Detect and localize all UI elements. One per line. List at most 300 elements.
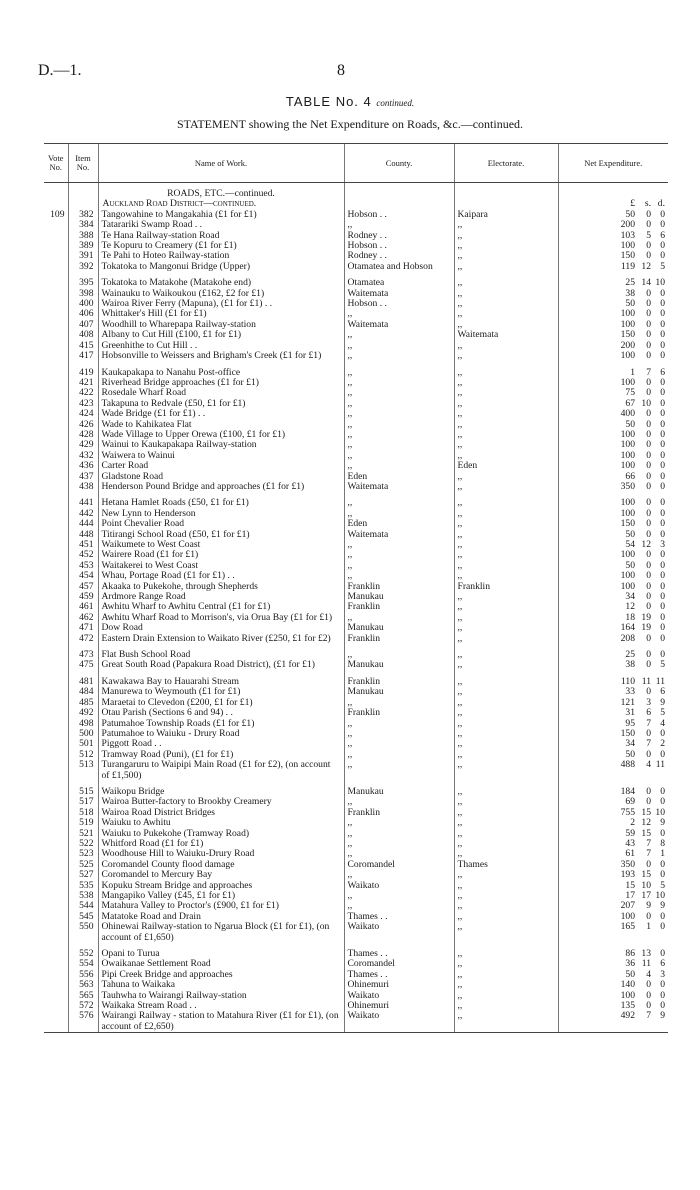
- amount-shillings: 17: [641, 891, 651, 901]
- net-expenditure: [562, 472, 666, 482]
- vote-number: [44, 351, 68, 361]
- table-row: [44, 677, 668, 687]
- vote-number: [44, 729, 68, 739]
- amount-pence: 9: [660, 901, 665, 912]
- amount-pence: 0: [660, 560, 665, 571]
- work-name: Tauhwha to Wairangi Railway-station: [98, 991, 344, 1001]
- amount-pence: 11: [655, 676, 665, 687]
- amount-pounds: 38: [625, 288, 635, 299]
- item-number: 518: [68, 808, 98, 818]
- vote-number: [44, 399, 68, 409]
- amount-shillings: 9: [646, 901, 651, 912]
- county: Ohinemuri: [344, 980, 454, 990]
- amount-pence: 0: [660, 498, 665, 509]
- county: Thames . .: [344, 970, 454, 980]
- net-expenditure: [562, 451, 666, 461]
- amount-shillings: 0: [646, 980, 651, 991]
- amount-shillings: 0: [646, 377, 651, 388]
- table-row: [44, 719, 668, 729]
- amount-shillings: 7: [646, 718, 651, 729]
- vote-number: [44, 388, 68, 398]
- net-expenditure: [562, 278, 666, 288]
- net-expenditure: [562, 388, 666, 398]
- work-name: Coromandel to Mercury Bay: [98, 870, 344, 880]
- net-expenditure: [562, 1011, 666, 1021]
- vote-number: [44, 540, 68, 550]
- electorate: ,,: [454, 980, 558, 990]
- net-expenditure: [562, 341, 666, 351]
- amount-pounds: 17: [625, 891, 635, 901]
- col-electorate: Electorate.: [454, 144, 558, 183]
- amount-pence: 0: [660, 340, 665, 351]
- work-name: Piggott Road . .: [98, 739, 344, 749]
- work-name: Waitakerei to West Coast: [98, 561, 344, 571]
- amount-pence: 0: [660, 828, 665, 839]
- amount-pounds: 50: [625, 560, 635, 571]
- amount-shillings: 4: [646, 969, 651, 980]
- item-number: 459: [68, 592, 98, 602]
- net-expenditure: [562, 818, 666, 828]
- electorate: ,,: [454, 409, 558, 419]
- county: Franklin: [344, 602, 454, 612]
- table-row: [44, 687, 668, 697]
- amount-pounds: 100: [620, 461, 635, 472]
- amount-shillings: 0: [646, 660, 651, 671]
- electorate: ,,: [454, 650, 558, 660]
- amount-pounds: 100: [620, 319, 635, 330]
- electorate: ,,: [454, 498, 558, 508]
- amount-pence: 5: [660, 708, 665, 719]
- net-expenditure: [562, 320, 666, 330]
- electorate: ,,: [454, 729, 558, 739]
- item-number: 448: [68, 530, 98, 540]
- amount-pence: 9: [660, 818, 665, 829]
- electorate: ,,: [454, 1011, 558, 1032]
- amount-pence: 0: [660, 612, 665, 623]
- work-name: Te Kopuru to Creamery (£1 for £1): [98, 241, 344, 251]
- vote-number: [44, 708, 68, 718]
- net-expenditure: [562, 351, 666, 361]
- vote-number: [44, 760, 68, 781]
- amount-pence: 0: [660, 241, 665, 252]
- amount-pence: 0: [660, 749, 665, 760]
- county: Otamatea: [344, 278, 454, 288]
- county: ,,: [344, 750, 454, 760]
- amount-shillings: 10: [641, 398, 651, 409]
- item-number: 388: [68, 231, 98, 241]
- work-name: Eastern Drain Extension to Waikato River (£250, £1 for £2): [98, 634, 344, 644]
- amount-pounds: 208: [620, 633, 635, 644]
- amount-pounds: 34: [625, 592, 635, 603]
- vote-number: [44, 970, 68, 980]
- electorate: ,,: [454, 808, 558, 818]
- vote-number: [44, 623, 68, 633]
- net-expenditure: [562, 368, 666, 378]
- table-row: [44, 409, 668, 419]
- amount-pence: 0: [660, 388, 665, 399]
- amount-shillings: 0: [646, 450, 651, 461]
- amount-pence: 0: [660, 419, 665, 430]
- table-row: [44, 970, 668, 980]
- net-expenditure: [562, 797, 666, 807]
- item-number: 565: [68, 991, 98, 1001]
- amount-shillings: 14: [641, 278, 651, 289]
- amount-shillings: 7: [646, 739, 651, 750]
- vote-number: [44, 461, 68, 471]
- amount-pence: 0: [660, 409, 665, 420]
- electorate: Thames: [454, 860, 558, 870]
- work-name: Patumahoe Township Roads (£1 for £1): [98, 719, 344, 729]
- work-name: Hobsonville to Weissers and Brigham's Creek (£1 for £1): [98, 351, 344, 361]
- amount-shillings: 0: [646, 498, 651, 509]
- amount-shillings: 0: [646, 990, 651, 1001]
- amount-shillings: 5: [646, 230, 651, 241]
- amount-shillings: 0: [646, 581, 651, 592]
- table-row: [44, 912, 668, 922]
- work-name: Te Pahi to Hoteo Railway-station: [98, 251, 344, 261]
- item-number: 492: [68, 708, 98, 718]
- net-expenditure: [562, 409, 666, 419]
- county: Manukau: [344, 623, 454, 633]
- vote-number: [44, 849, 68, 859]
- work-name: Opani to Turua: [98, 949, 344, 959]
- county: ,,: [344, 698, 454, 708]
- col-net-expenditure: Net Expenditure.: [558, 144, 668, 183]
- table-row: [44, 602, 668, 612]
- work-name: Wairoa Road District Bridges: [98, 808, 344, 818]
- amount-shillings: 19: [641, 612, 651, 623]
- amount-shillings: 0: [646, 728, 651, 739]
- table-row: [44, 634, 668, 644]
- county: ,,: [344, 351, 454, 361]
- amount-pence: 2: [660, 739, 665, 750]
- amount-shillings: 15: [641, 870, 651, 881]
- net-expenditure: [562, 482, 666, 492]
- electorate: ,,: [454, 922, 558, 943]
- document-code: D.—1.: [38, 62, 82, 79]
- net-expenditure: [562, 251, 666, 261]
- amount-pence: 0: [660, 440, 665, 451]
- amount-pence: 0: [660, 980, 665, 991]
- item-number: 438: [68, 482, 98, 492]
- net-expenditure: [562, 399, 666, 409]
- electorate: ,,: [454, 368, 558, 378]
- amount-pounds: 200: [620, 220, 635, 231]
- table-row: [44, 420, 668, 430]
- amount-pence: 6: [660, 959, 665, 970]
- electorate: ,,: [454, 220, 558, 230]
- table-row: [44, 251, 668, 261]
- work-name: Dow Road: [98, 623, 344, 633]
- net-expenditure: [562, 220, 666, 230]
- amount-shillings: 0: [646, 471, 651, 482]
- table-row: [44, 750, 668, 760]
- item-number: 389: [68, 241, 98, 251]
- amount-pence: 6: [660, 367, 665, 378]
- item-number: 382: [68, 210, 98, 220]
- table-row: [44, 980, 668, 990]
- amount-pence: 0: [660, 550, 665, 561]
- item-number: 461: [68, 602, 98, 612]
- county: ,,: [344, 440, 454, 450]
- county: Waikato: [344, 991, 454, 1001]
- amount-shillings: 0: [646, 529, 651, 540]
- work-name: Matatoke Road and Drain: [98, 912, 344, 922]
- electorate: ,,: [454, 530, 558, 540]
- vote-number: [44, 378, 68, 388]
- item-number: 552: [68, 949, 98, 959]
- item-number: 423: [68, 399, 98, 409]
- amount-shillings: 0: [646, 550, 651, 561]
- amount-shillings: 13: [641, 949, 651, 960]
- amount-pounds: 59: [625, 828, 635, 839]
- district-heading-row: [44, 199, 668, 209]
- county: ,,: [344, 818, 454, 828]
- work-name: Matahura Valley to Proctor's (£900, £1 for £1): [98, 901, 344, 911]
- amount-shillings: 0: [646, 786, 651, 797]
- work-name: Akaaka to Pukekohe, through Shepherds: [98, 582, 344, 592]
- amount-pence: 8: [660, 838, 665, 849]
- amount-shillings: 3: [646, 697, 651, 708]
- electorate: Waitemata: [454, 330, 558, 340]
- amount-pounds: 193: [620, 870, 635, 881]
- net-expenditure: [562, 509, 666, 519]
- work-name: Albany to Cut Hill (£100, £1 for £1): [98, 330, 344, 340]
- county: ,,: [344, 729, 454, 739]
- vote-number: [44, 959, 68, 969]
- table-row: [44, 220, 668, 230]
- table-row: [44, 378, 668, 388]
- amount-shillings: 0: [646, 340, 651, 351]
- net-expenditure: [562, 613, 666, 623]
- net-expenditure: [562, 440, 666, 450]
- county: Manukau: [344, 660, 454, 670]
- electorate: ,,: [454, 262, 558, 272]
- amount-pounds: 184: [620, 786, 635, 797]
- table-header-row: [44, 144, 668, 183]
- table-title: [0, 94, 700, 109]
- amount-shillings: 0: [646, 592, 651, 603]
- amount-pounds: 100: [620, 990, 635, 1001]
- work-name: Waiwera to Wainui: [98, 451, 344, 461]
- county: Manukau: [344, 592, 454, 602]
- county: ,,: [344, 901, 454, 911]
- vote-number: [44, 561, 68, 571]
- work-name: Waiuku to Awhitu: [98, 818, 344, 828]
- amount-shillings: 0: [646, 220, 651, 231]
- vote-number: [44, 451, 68, 461]
- table-row: [44, 650, 668, 660]
- amount-pounds: 100: [620, 440, 635, 451]
- county: Ohinemuri: [344, 1001, 454, 1011]
- vote-number: [44, 368, 68, 378]
- table-row: [44, 592, 668, 602]
- county: ,,: [344, 650, 454, 660]
- amount-shillings: 0: [646, 519, 651, 530]
- amount-shillings: 0: [646, 388, 651, 399]
- amount-pounds: 488: [620, 760, 635, 771]
- item-number: 453: [68, 561, 98, 571]
- table-row: [44, 561, 668, 571]
- amount-pounds: 103: [620, 230, 635, 241]
- amount-pence: 0: [660, 592, 665, 603]
- item-number: 535: [68, 881, 98, 891]
- amount-pounds: 140: [620, 980, 635, 991]
- vote-number: [44, 231, 68, 241]
- work-name: Riverhead Bridge approaches (£1 for £1): [98, 378, 344, 388]
- electorate: ,,: [454, 660, 558, 670]
- amount-pence: 0: [660, 922, 665, 933]
- net-expenditure: [562, 808, 666, 818]
- col-vote: Vote No.: [44, 144, 68, 183]
- net-expenditure: [562, 891, 666, 901]
- net-expenditure: [562, 959, 666, 969]
- amount-shillings: 0: [646, 481, 651, 492]
- amount-pounds: 95: [625, 718, 635, 729]
- county: ,,: [344, 451, 454, 461]
- work-name: Tokatoka to Matakohe (Matakohe end): [98, 278, 344, 288]
- amount-pounds: 150: [620, 251, 635, 262]
- amount-pounds: 43: [625, 838, 635, 849]
- amount-shillings: 0: [646, 571, 651, 582]
- county: Waitemata: [344, 530, 454, 540]
- net-expenditure: [562, 881, 666, 891]
- amount-pence: 0: [660, 859, 665, 870]
- amount-pence: 3: [660, 969, 665, 980]
- electorate: ,,: [454, 241, 558, 251]
- net-expenditure: [562, 660, 666, 670]
- net-expenditure: [562, 698, 666, 708]
- net-expenditure: [562, 787, 666, 797]
- electorate: ,,: [454, 891, 558, 901]
- county: Thames . .: [344, 949, 454, 959]
- vote-number: [44, 440, 68, 450]
- county: Hobson . .: [344, 299, 454, 309]
- vote-number: [44, 839, 68, 849]
- amount-pounds: 100: [620, 429, 635, 440]
- vote-number: [44, 650, 68, 660]
- electorate: ,,: [454, 420, 558, 430]
- electorate: Eden: [454, 461, 558, 471]
- county: ,,: [344, 540, 454, 550]
- amount-pence: 0: [660, 990, 665, 1001]
- amount-shillings: 7: [646, 367, 651, 378]
- net-expenditure: [562, 498, 666, 508]
- item-number: 550: [68, 922, 98, 943]
- amount-pence: 4: [660, 718, 665, 729]
- item-number: 556: [68, 970, 98, 980]
- amount-shillings: 0: [646, 633, 651, 644]
- electorate: ,,: [454, 760, 558, 781]
- amount-pounds: 150: [620, 330, 635, 341]
- item-number: 525: [68, 860, 98, 870]
- table-row: [44, 808, 668, 818]
- work-name: Pipi Creek Bridge and approaches: [98, 970, 344, 980]
- electorate: ,,: [454, 519, 558, 529]
- net-expenditure: [562, 299, 666, 309]
- net-expenditure: [562, 739, 666, 749]
- electorate: ,,: [454, 378, 558, 388]
- work-name: Otau Parish (Sections 6 and 94) . .: [98, 708, 344, 718]
- amount-pence: 1: [660, 849, 665, 860]
- item-number: 437: [68, 472, 98, 482]
- work-name: Tramway Road (Puni), (£1 for £1): [98, 750, 344, 760]
- item-number: 572: [68, 1001, 98, 1011]
- vote-number: [44, 1001, 68, 1011]
- work-name: Takapuna to Redvale (£50, £1 for £1): [98, 399, 344, 409]
- table-row: [44, 708, 668, 718]
- item-number: 417: [68, 351, 98, 361]
- net-expenditure: [562, 241, 666, 251]
- county: ,,: [344, 420, 454, 430]
- amount-pounds: 25: [625, 278, 635, 289]
- net-expenditure: [562, 592, 666, 602]
- table-row: [44, 829, 668, 839]
- county: Rodney . .: [344, 231, 454, 241]
- amount-shillings: 0: [646, 419, 651, 430]
- amount-shillings: 0: [646, 409, 651, 420]
- item-number: 408: [68, 330, 98, 340]
- vote-number: [44, 818, 68, 828]
- electorate: ,,: [454, 309, 558, 319]
- work-name: Great South Road (Papakura Road District), (£1 for £1): [98, 660, 344, 670]
- amount-shillings: 0: [646, 650, 651, 661]
- item-number: 436: [68, 461, 98, 471]
- amount-pence: 0: [660, 911, 665, 922]
- county: Thames . .: [344, 912, 454, 922]
- work-name: Manurewa to Weymouth (£1 for £1): [98, 687, 344, 697]
- vote-number: [44, 472, 68, 482]
- amount-pence: 0: [660, 949, 665, 960]
- county: Coromandel: [344, 959, 454, 969]
- net-expenditure: [562, 430, 666, 440]
- item-number: 441: [68, 498, 98, 508]
- work-name: Kawakawa Bay to Hauarahi Stream: [98, 677, 344, 687]
- table-row: [44, 451, 668, 461]
- table-row: [44, 241, 668, 251]
- county: ,,: [344, 797, 454, 807]
- item-number: 472: [68, 634, 98, 644]
- vote-number: [44, 430, 68, 440]
- amount-pounds: 100: [620, 241, 635, 252]
- vote-number: [44, 634, 68, 644]
- county: ,,: [344, 498, 454, 508]
- net-expenditure: [562, 231, 666, 241]
- amount-pounds: 66: [625, 471, 635, 482]
- electorate: ,,: [454, 613, 558, 623]
- amount-pence: 0: [660, 319, 665, 330]
- work-name: Ohinewai Railway-station to Ngarua Block (£1 for £1), (on account of £1,650): [98, 922, 344, 943]
- net-expenditure: [562, 849, 666, 859]
- vote-number: [44, 901, 68, 911]
- amount-pence: 0: [660, 351, 665, 362]
- vote-number: [44, 881, 68, 891]
- amount-shillings: 0: [646, 351, 651, 362]
- item-number: 392: [68, 262, 98, 272]
- electorate: ,,: [454, 320, 558, 330]
- electorate: ,,: [454, 251, 558, 261]
- county: ,,: [344, 613, 454, 623]
- vote-number: [44, 719, 68, 729]
- vote-number: [44, 980, 68, 990]
- electorate: ,,: [454, 341, 558, 351]
- amount-shillings: 0: [646, 560, 651, 571]
- county: ,,: [344, 368, 454, 378]
- amount-shillings: 1: [646, 922, 651, 933]
- work-name: Wainauku to Waikoukou (£162, £2 for £1): [98, 289, 344, 299]
- net-expenditure: [562, 750, 666, 760]
- electorate: ,,: [454, 677, 558, 687]
